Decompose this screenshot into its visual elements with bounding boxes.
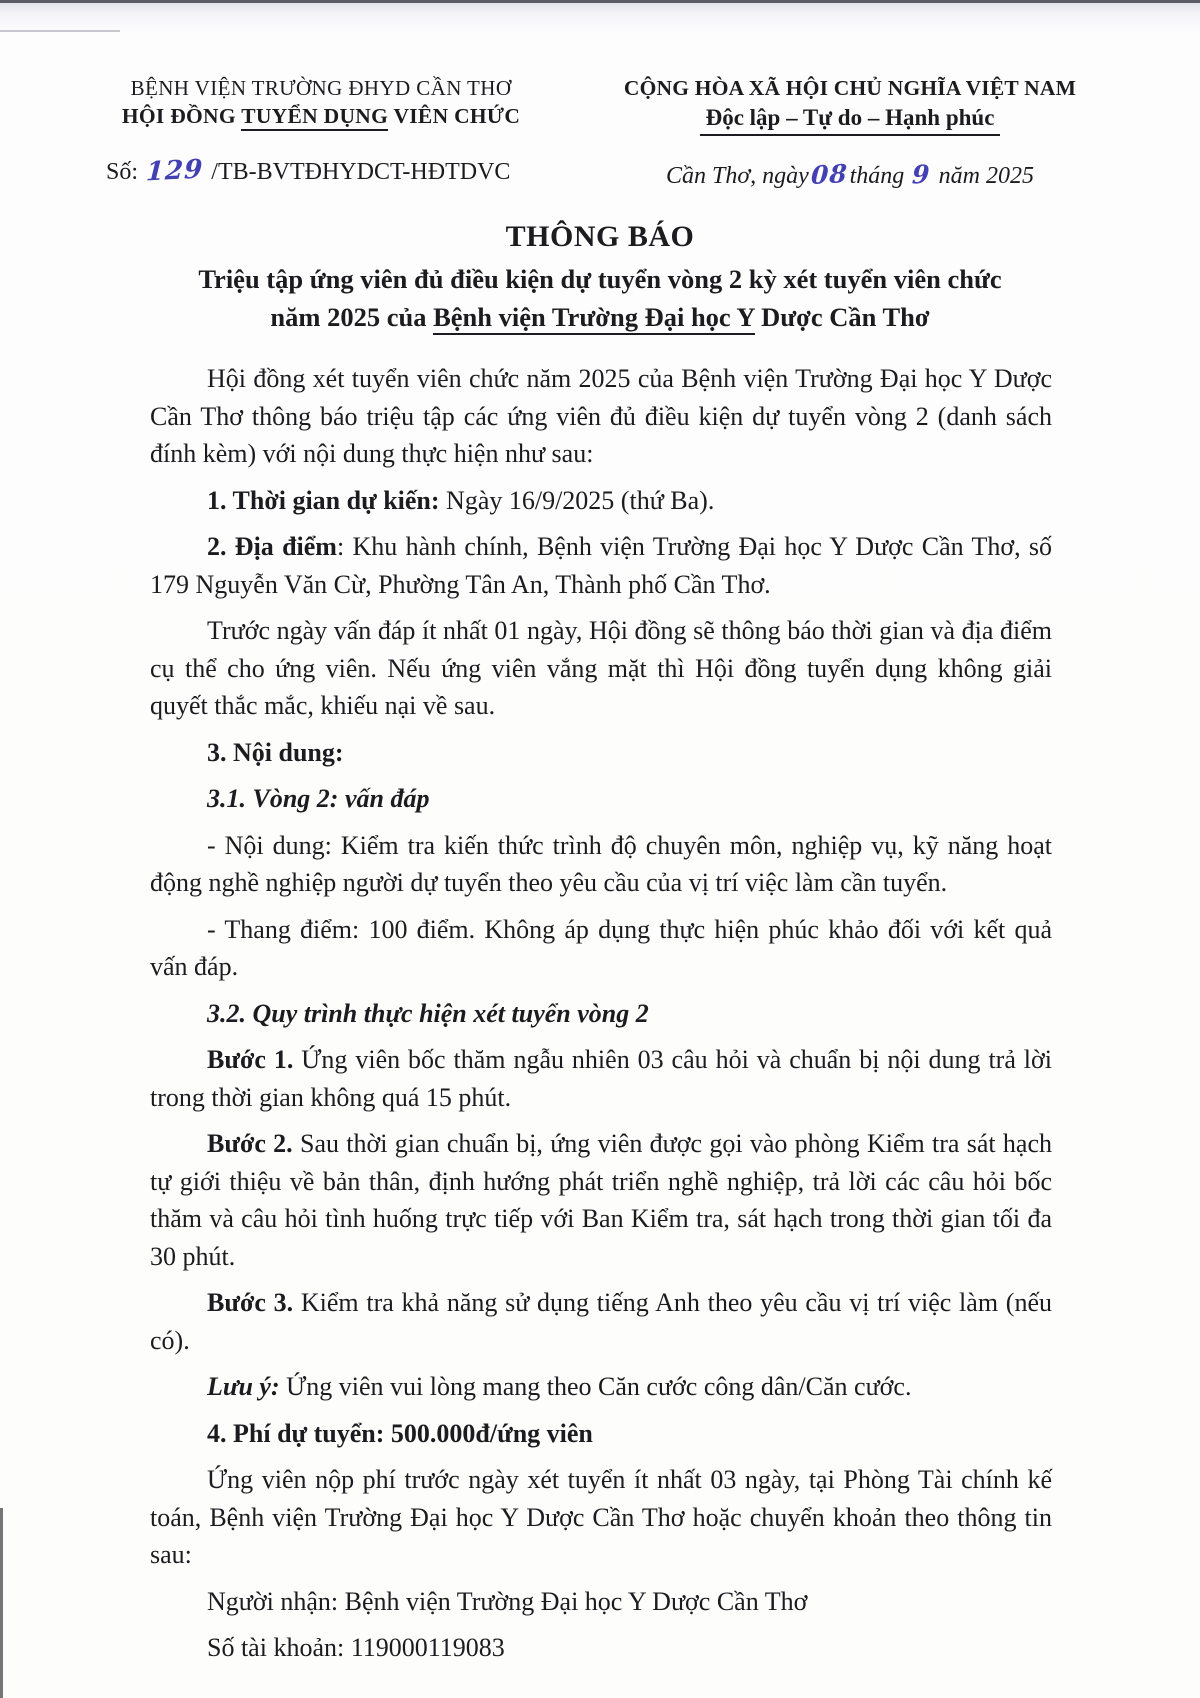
issuing-org-block bbox=[96, 76, 546, 190]
subtitle-line2-pre: năm 2025 của bbox=[270, 302, 434, 332]
paragraph bbox=[150, 1629, 1052, 1667]
org-committee-underlined: TUYỂN DỤNG bbox=[241, 104, 388, 131]
paragraph-segment: 1. Thời gian dự kiến: bbox=[207, 485, 440, 515]
document-number-label: Số: bbox=[106, 159, 139, 185]
title-block bbox=[0, 220, 1200, 336]
org-committee bbox=[96, 104, 546, 129]
national-header-block bbox=[546, 76, 1154, 190]
paragraph bbox=[150, 1415, 1052, 1453]
paragraph-segment: Ứng viên nộp phí trước ngày xét tuyển ít nhất 03 ngày, tại Phòng Tài chính kế toán, Bệnh viện Trường Đại học Y Dược Cần Thơ hoặc chuyển khoản theo thông tin sau: bbox=[150, 1465, 1052, 1569]
paragraph bbox=[150, 528, 1052, 603]
paragraph bbox=[150, 995, 1052, 1033]
paragraph-segment: Bước 3. bbox=[207, 1288, 294, 1317]
scan-artifact-line bbox=[0, 30, 120, 32]
date-year: năm 2025 bbox=[938, 163, 1035, 189]
document-number-code: /TB-BVTĐHYDCT-HĐTDVC bbox=[211, 159, 511, 185]
paragraph-segment: Ngày 16/9/2025 (thứ Ba). bbox=[439, 485, 715, 515]
document-number-line bbox=[96, 156, 546, 186]
paragraph bbox=[150, 482, 1052, 520]
paragraph bbox=[150, 1583, 1052, 1621]
document-body bbox=[0, 360, 1200, 1667]
paragraph-segment: - Nội dung: Kiểm tra kiến thức trình độ chuyên môn, nghiệp vụ, kỹ năng hoạt động nghề nghiệp người dự tuyển theo yêu cầu của vị trí việc làm cần tuyển. bbox=[150, 830, 1052, 897]
paragraph-segment: - Thang điểm: 100 điểm. Không áp dụng thực hiện phúc khảo đối với kết quả vấn đáp. bbox=[150, 914, 1052, 981]
org-name: BỆNH VIỆN TRƯỜNG ĐHYD CẦN THƠ bbox=[130, 76, 512, 100]
paragraph-segment: 4. Phí dự tuyển: 500.000đ/ứng viên bbox=[207, 1418, 593, 1448]
paragraph bbox=[150, 780, 1052, 818]
date-month-label: tháng bbox=[849, 163, 905, 189]
paragraph bbox=[150, 612, 1052, 725]
paragraph bbox=[150, 1368, 1052, 1406]
paragraph bbox=[150, 827, 1052, 902]
paragraph-segment: Bước 2. bbox=[207, 1129, 293, 1158]
document-number-handwritten: 129 bbox=[145, 154, 205, 188]
paragraph-segment: Ứng viên bốc thăm ngẫu nhiên 03 câu hỏi và chuẩn bị nội dung trả lời trong thời gian không quá 15 phút. bbox=[150, 1045, 1052, 1112]
paragraph bbox=[150, 1284, 1052, 1359]
place-date-line bbox=[546, 160, 1154, 190]
date-day-handwritten: 08 bbox=[810, 158, 849, 191]
paragraph-segment: Ứng viên vui lòng mang theo Căn cước công dân/Căn cước. bbox=[279, 1372, 912, 1401]
org-committee-pre: HỘI ĐỒNG bbox=[121, 104, 242, 128]
scan-edge-left bbox=[0, 1508, 3, 1698]
paragraph bbox=[150, 1041, 1052, 1116]
paragraph-segment: Người nhận: Bệnh viện Trường Đại học Y Dược Cần Thơ bbox=[207, 1586, 808, 1616]
paragraph-segment: : Khu hành chính, Bệnh viện Trường Đại học Y Dược Cần Thơ, số 179 Nguyễn Văn Cừ, Phường Tân An, Thành phố Cần Thơ. bbox=[150, 532, 1052, 599]
national-motto: Độc lập – Tự do – Hạnh phúc bbox=[700, 105, 1001, 136]
subtitle-line2-post: Dược Cần Thơ bbox=[754, 302, 930, 332]
paragraph-segment: 3.1. Vòng 2: vấn đáp bbox=[207, 784, 430, 813]
org-committee-post: VIÊN CHỨC bbox=[388, 104, 521, 128]
paragraph-segment: Trước ngày vấn đáp ít nhất 01 ngày, Hội đồng sẽ thông báo thời gian và địa điểm cụ thể cho ứng viên. Nếu ứng viên vắng mặt thì Hội đồng tuyển dụng không giải quyết thắc mắc, khiếu nại về sau. bbox=[150, 616, 1052, 720]
paragraph-segment: Hội đồng xét tuyển viên chức năm 2025 của Bệnh viện Trường Đại học Y Dược Cần Thơ thông báo triệu tập các ứng viên đủ điều kiện dự tuyển vòng 2 (danh sách đính kèm) với nội dung thực hiện như sau: bbox=[150, 364, 1052, 468]
document-subtitle bbox=[0, 260, 1200, 336]
paragraph-segment: 3. Nội dung: bbox=[207, 737, 344, 767]
paragraph-segment: 3.2. Quy trình thực hiện xét tuyển vòng 2 bbox=[207, 998, 649, 1028]
document-header bbox=[0, 0, 1200, 190]
subtitle-line2 bbox=[0, 298, 1200, 336]
place-date-pre: Cần Thơ, ngày bbox=[665, 163, 809, 189]
paragraph bbox=[150, 1125, 1052, 1275]
paragraph-segment: Sau thời gian chuẩn bị, ứng viên được gọi vào phòng Kiểm tra sát hạch tự giới thiệu về bản thân, định hướng phát triển nghề nghiệp, trả lời các câu hỏi bốc thăm và câu hỏi tình huống trực tiếp với Ban Kiểm tra, sát hạch trong thời gian tối đa 30 phút. bbox=[150, 1129, 1052, 1271]
paragraph bbox=[150, 360, 1052, 473]
subtitle-line2-underlined: Bệnh viện Trường Đại học Y bbox=[433, 302, 754, 335]
paragraph-segment: Lưu ý: bbox=[207, 1372, 280, 1401]
paragraph-segment: 2. Địa điểm bbox=[207, 532, 337, 561]
paragraph bbox=[150, 734, 1052, 772]
paragraph bbox=[150, 1461, 1052, 1574]
paragraph-segment: Bước 1. bbox=[207, 1045, 294, 1074]
national-title: CỘNG HÒA XÃ HỘI CHỦ NGHĨA VIỆT NAM bbox=[623, 76, 1077, 100]
paragraph-segment: Kiểm tra khả năng sử dụng tiếng Anh theo yêu cầu vị trí việc làm (nếu có). bbox=[150, 1288, 1052, 1355]
paragraph bbox=[150, 911, 1052, 986]
scan-edge-top bbox=[0, 0, 1200, 3]
document-title: THÔNG BÁO bbox=[505, 220, 695, 253]
paragraph-segment: Số tài khoản: 119000119083 bbox=[207, 1633, 505, 1662]
date-month-handwritten: 9 bbox=[911, 159, 932, 190]
subtitle-line1: Triệu tập ứng viên đủ điều kiện dự tuyển vòng 2 kỳ xét tuyển viên chức bbox=[198, 264, 1002, 294]
